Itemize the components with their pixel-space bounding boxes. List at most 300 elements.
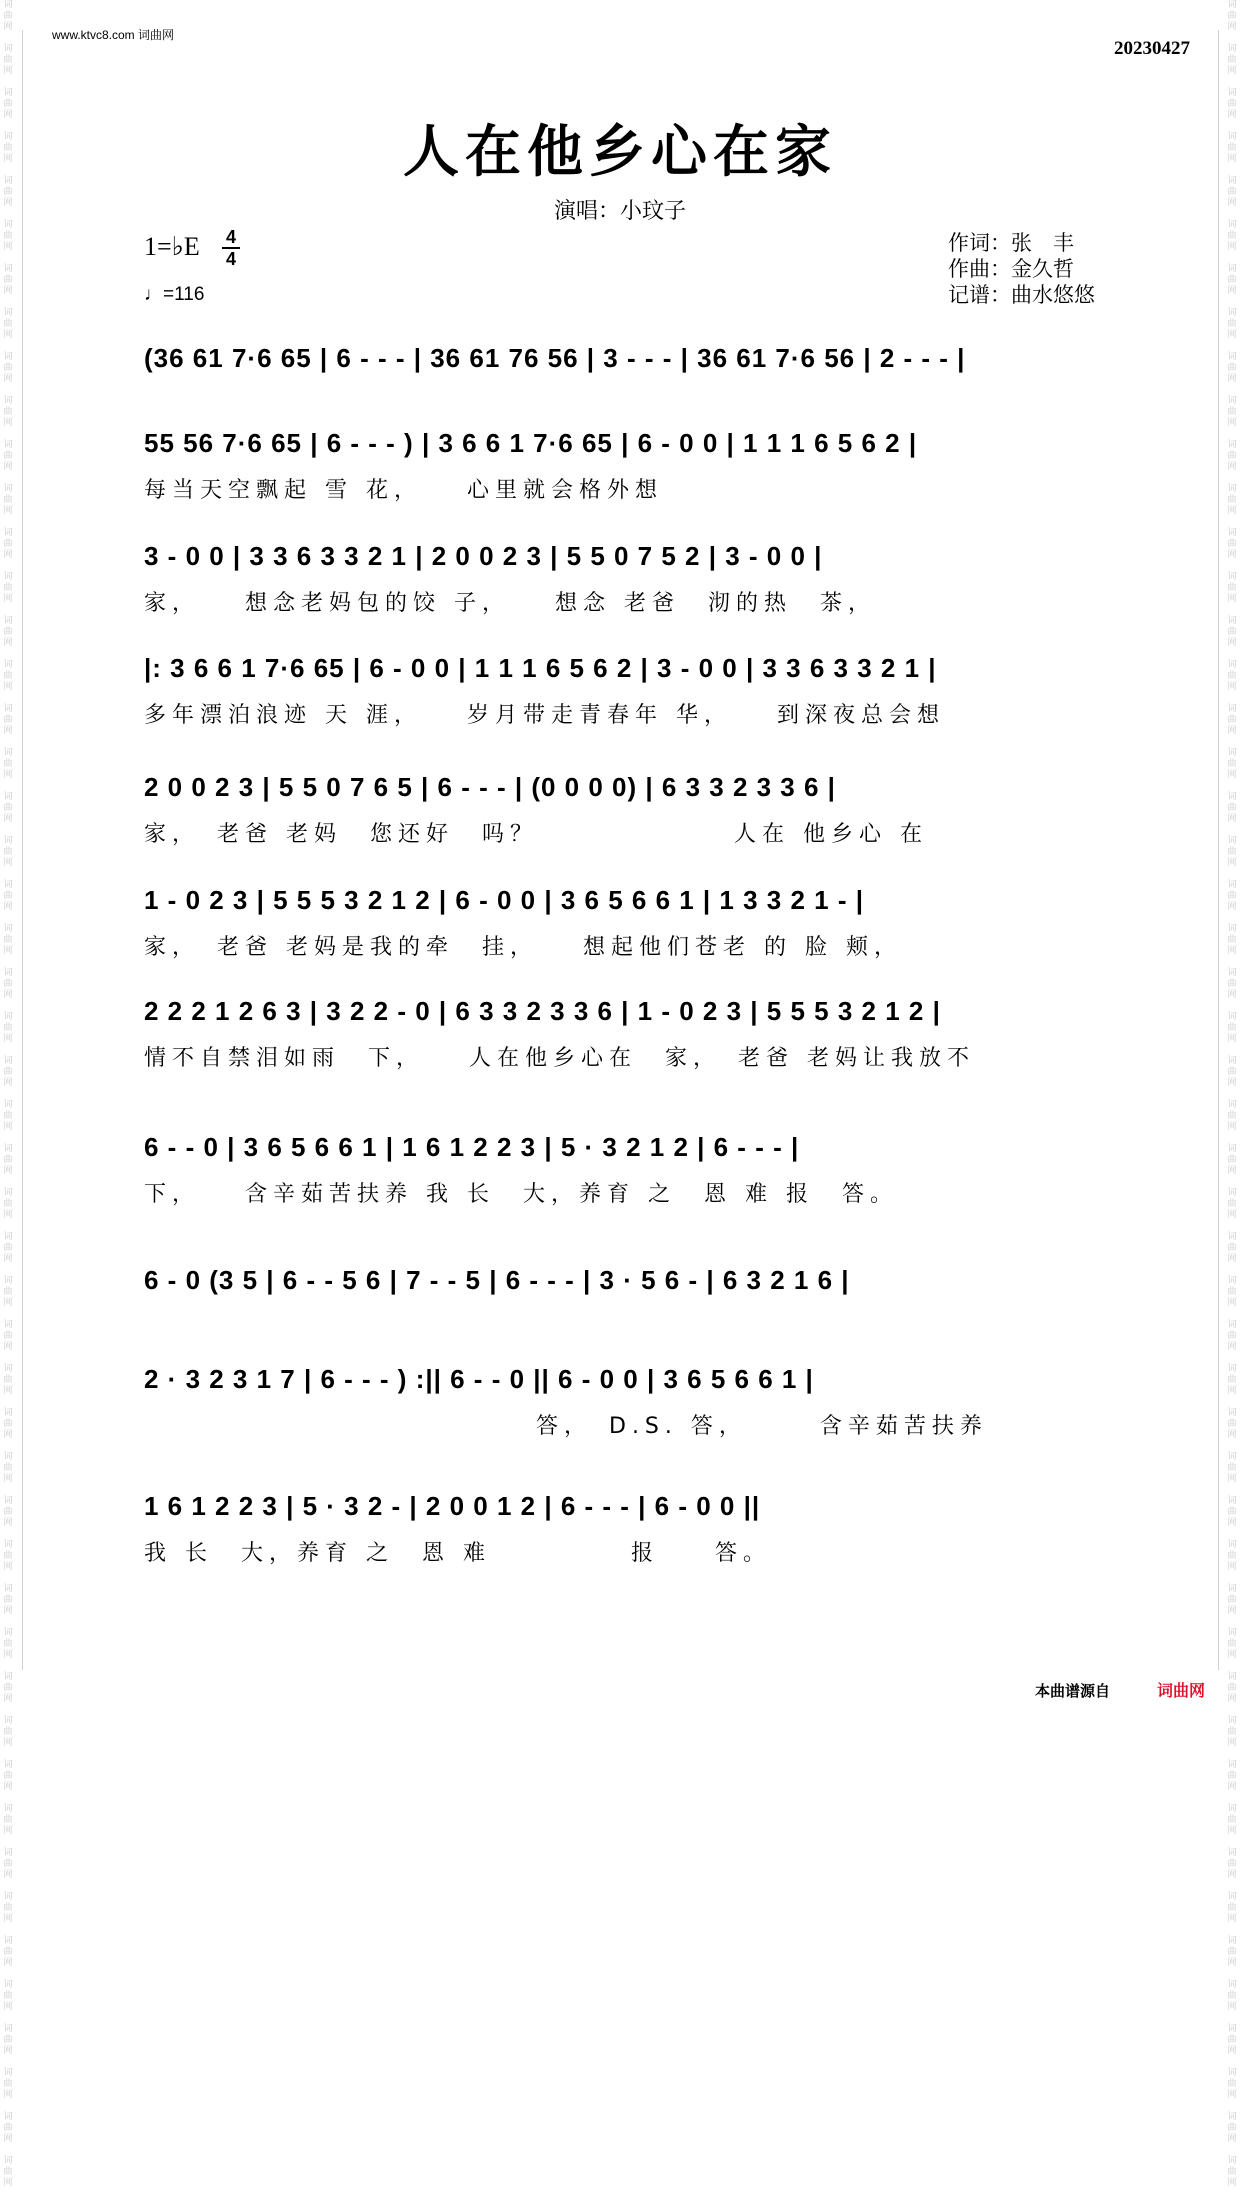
watermark-gap bbox=[0, 605, 16, 616]
watermark-gap bbox=[1224, 429, 1240, 440]
footer-logo[interactable]: 词曲网 bbox=[1156, 1681, 1205, 1700]
watermark-gap bbox=[0, 385, 16, 396]
right-border-line bbox=[1218, 30, 1219, 1670]
watermark-glyph: 曲 bbox=[3, 2123, 13, 2133]
watermark-glyph: 网 bbox=[3, 1298, 13, 1308]
watermark-glyph: 曲 bbox=[3, 231, 13, 241]
watermark-glyph: 词 bbox=[3, 572, 13, 582]
watermark-glyph: 网 bbox=[1227, 858, 1237, 868]
watermark-glyph: 词 bbox=[1227, 1276, 1237, 1286]
watermark-glyph: 网 bbox=[1227, 2178, 1237, 2188]
watermark-glyph: 网 bbox=[3, 1606, 13, 1616]
watermark-gap bbox=[0, 1661, 16, 1672]
watermark-gap bbox=[0, 1969, 16, 1980]
watermark-glyph: 网 bbox=[1227, 2134, 1237, 2144]
watermark-glyph: 曲 bbox=[3, 935, 13, 945]
watermark-glyph: 曲 bbox=[1227, 1683, 1237, 1693]
watermark-glyph: 词 bbox=[3, 2156, 13, 2166]
lyric-line: 家， 想念老妈包的饺 子， 想念 老爸 沏的热 茶， bbox=[144, 591, 876, 616]
notation-line: |: 3 6 6 1 7·6 65 | 6 - 0 0 | 1 1 1 6 5 6 2 | 3 - 0 0 | 3 3 6 3 3 2 1 | bbox=[144, 653, 937, 683]
watermark-glyph: 网 bbox=[3, 858, 13, 868]
watermark-glyph: 词 bbox=[3, 1804, 13, 1814]
watermark-glyph: 网 bbox=[1227, 814, 1237, 824]
watermark-glyph: 曲 bbox=[1227, 1639, 1237, 1649]
watermark-glyph: 网 bbox=[1227, 1342, 1237, 1352]
watermark-glyph: 词 bbox=[1227, 1936, 1237, 1946]
watermark-glyph: 曲 bbox=[3, 1815, 13, 1825]
watermark-glyph: 网 bbox=[1227, 682, 1237, 692]
watermark-gap bbox=[1224, 2101, 1240, 2112]
watermark-gap bbox=[0, 1309, 16, 1320]
watermark-glyph: 网 bbox=[1227, 330, 1237, 340]
watermark-glyph: 曲 bbox=[3, 11, 13, 21]
watermark-glyph: 词 bbox=[3, 1936, 13, 1946]
watermark-glyph: 词 bbox=[3, 440, 13, 450]
watermark-glyph: 网 bbox=[1227, 1210, 1237, 1220]
watermark-gap bbox=[1224, 693, 1240, 704]
watermark-glyph: 曲 bbox=[1227, 407, 1237, 417]
watermark-gap bbox=[0, 1529, 16, 1540]
watermark-gap bbox=[0, 77, 16, 88]
watermark-gap bbox=[0, 1881, 16, 1892]
watermark-gap bbox=[1224, 1837, 1240, 1848]
watermark-glyph: 词 bbox=[1227, 1320, 1237, 1330]
watermark-gap bbox=[0, 341, 16, 352]
watermark-glyph: 网 bbox=[3, 990, 13, 1000]
watermark-glyph: 网 bbox=[3, 682, 13, 692]
watermark-gap bbox=[1224, 781, 1240, 792]
watermark-glyph: 网 bbox=[1227, 2046, 1237, 2056]
watermark-gap bbox=[0, 517, 16, 528]
watermark-glyph: 网 bbox=[3, 1166, 13, 1176]
watermark-glyph: 曲 bbox=[3, 2167, 13, 2177]
watermark-glyph: 词 bbox=[3, 1144, 13, 1154]
watermark-glyph: 词 bbox=[3, 2024, 13, 2034]
watermark-gap bbox=[0, 2189, 16, 2200]
watermark-glyph: 网 bbox=[1227, 1738, 1237, 1748]
watermark-gap bbox=[1224, 1133, 1240, 1144]
watermark-glyph: 词 bbox=[1227, 1012, 1237, 1022]
watermark-glyph: 词 bbox=[1227, 176, 1237, 186]
watermark-glyph: 词 bbox=[1227, 1144, 1237, 1154]
watermark-gap bbox=[1224, 77, 1240, 88]
watermark-gap bbox=[0, 913, 16, 924]
watermark-glyph: 曲 bbox=[1227, 1815, 1237, 1825]
watermark-glyph: 词 bbox=[3, 1584, 13, 1594]
watermark-gap bbox=[0, 2013, 16, 2024]
watermark-gap bbox=[1224, 1265, 1240, 1276]
watermark-glyph: 网 bbox=[1227, 1034, 1237, 1044]
watermark-glyph: 网 bbox=[1227, 418, 1237, 428]
watermark-glyph: 词 bbox=[1227, 396, 1237, 406]
watermark-glyph: 词 bbox=[3, 220, 13, 230]
watermark-glyph: 网 bbox=[3, 22, 13, 32]
watermark-glyph: 词 bbox=[3, 1672, 13, 1682]
watermark-glyph: 曲 bbox=[1227, 1287, 1237, 1297]
watermark-glyph: 曲 bbox=[3, 891, 13, 901]
watermark-glyph: 曲 bbox=[1227, 891, 1237, 901]
watermark-glyph: 网 bbox=[3, 1738, 13, 1748]
watermark-glyph: 词 bbox=[1227, 880, 1237, 890]
watermark-glyph: 词 bbox=[1227, 1672, 1237, 1682]
watermark-glyph: 词 bbox=[3, 660, 13, 670]
watermark-glyph: 曲 bbox=[3, 1903, 13, 1913]
watermark-glyph: 网 bbox=[3, 66, 13, 76]
watermark-glyph: 网 bbox=[1227, 1386, 1237, 1396]
watermark-glyph: 网 bbox=[3, 1826, 13, 1836]
watermark-glyph: 词 bbox=[1227, 88, 1237, 98]
watermark-glyph: 曲 bbox=[1227, 1595, 1237, 1605]
watermark-glyph: 网 bbox=[3, 154, 13, 164]
watermark-gap bbox=[0, 473, 16, 484]
watermark-glyph: 曲 bbox=[3, 671, 13, 681]
watermark-glyph: 词 bbox=[3, 1980, 13, 1990]
notation-line: 1 6 1 2 2 3 | 5 · 3 2 - | 2 0 0 1 2 | 6 - - - | 6 - 0 0 || bbox=[144, 1491, 761, 1521]
watermark-glyph: 曲 bbox=[1227, 1375, 1237, 1385]
watermark-gap bbox=[1224, 1661, 1240, 1672]
watermark-glyph: 词 bbox=[1227, 44, 1237, 54]
watermark-glyph: 曲 bbox=[1227, 1507, 1237, 1517]
watermark-glyph: 词 bbox=[1227, 1804, 1237, 1814]
watermark-glyph: 词 bbox=[1227, 528, 1237, 538]
watermark-glyph: 词 bbox=[1227, 2024, 1237, 2034]
watermark-gap bbox=[1224, 341, 1240, 352]
watermark-glyph: 网 bbox=[1227, 2002, 1237, 2012]
watermark-gap bbox=[1224, 385, 1240, 396]
watermark-glyph: 曲 bbox=[1227, 187, 1237, 197]
watermark-glyph: 曲 bbox=[1227, 671, 1237, 681]
watermark-glyph: 词 bbox=[1227, 220, 1237, 230]
watermark-glyph: 网 bbox=[1227, 1122, 1237, 1132]
meter-bottom: 4 bbox=[225, 249, 236, 269]
watermark-glyph: 词 bbox=[1227, 616, 1237, 626]
watermark-glyph: 网 bbox=[3, 638, 13, 648]
watermark-gap bbox=[0, 1001, 16, 1012]
meter-top: 4 bbox=[225, 227, 236, 247]
watermark-glyph: 词 bbox=[3, 176, 13, 186]
watermark-gap bbox=[0, 33, 16, 44]
watermark-gap bbox=[0, 1573, 16, 1584]
watermark-glyph: 曲 bbox=[3, 2079, 13, 2089]
watermark-glyph: 网 bbox=[1227, 110, 1237, 120]
watermark-glyph: 曲 bbox=[3, 1639, 13, 1649]
notation-line: 6 - - 0 | 3 6 5 6 6 1 | 1 6 1 2 2 3 | 5 · 3 2 1 2 | 6 - - - | bbox=[144, 1132, 800, 1162]
watermark-glyph: 词 bbox=[3, 1232, 13, 1242]
watermark-glyph: 词 bbox=[3, 1760, 13, 1770]
watermark-glyph: 曲 bbox=[3, 1111, 13, 1121]
watermark-glyph: 曲 bbox=[1227, 1771, 1237, 1781]
watermark-glyph: 曲 bbox=[3, 319, 13, 329]
watermark-glyph: 曲 bbox=[3, 1727, 13, 1737]
watermark-glyph: 曲 bbox=[1227, 1023, 1237, 1033]
watermark-glyph: 词 bbox=[3, 1320, 13, 1330]
watermark-gap bbox=[1224, 1969, 1240, 1980]
watermark-glyph: 词 bbox=[1227, 792, 1237, 802]
watermark-glyph: 网 bbox=[3, 1474, 13, 1484]
watermark-gap bbox=[1224, 1617, 1240, 1628]
watermark-gap bbox=[1224, 1221, 1240, 1232]
watermark-glyph: 网 bbox=[1227, 374, 1237, 384]
watermark-glyph: 网 bbox=[1227, 242, 1237, 252]
watermark-glyph: 网 bbox=[3, 1562, 13, 1572]
watermark-glyph: 网 bbox=[3, 594, 13, 604]
watermark-gap bbox=[0, 1353, 16, 1364]
watermark-glyph: 曲 bbox=[3, 1991, 13, 2001]
watermark-glyph: 词 bbox=[3, 264, 13, 274]
watermark-glyph: 网 bbox=[1227, 1078, 1237, 1088]
watermark-glyph: 曲 bbox=[3, 1419, 13, 1429]
watermark-glyph: 网 bbox=[1227, 1166, 1237, 1176]
watermark-gap bbox=[0, 1793, 16, 1804]
watermark-glyph: 词 bbox=[3, 1496, 13, 1506]
lyric-line: 下， 含辛茹苦扶养 我 长 大，养育 之 恩 难 报 答。 bbox=[144, 1182, 898, 1207]
lyric-line: 每当天空飘起 雪 花， 心里就会格外想 bbox=[144, 478, 663, 503]
watermark-glyph: 词 bbox=[3, 44, 13, 54]
watermark-glyph: 网 bbox=[3, 1254, 13, 1264]
watermark-gap bbox=[0, 1133, 16, 1144]
watermark-glyph: 曲 bbox=[1227, 1243, 1237, 1253]
watermark-glyph: 曲 bbox=[1227, 935, 1237, 945]
watermark-glyph: 网 bbox=[3, 1034, 13, 1044]
watermark-glyph: 曲 bbox=[1227, 759, 1237, 769]
watermark-glyph: 曲 bbox=[1227, 1199, 1237, 1209]
watermark-glyph: 曲 bbox=[3, 407, 13, 417]
watermark-glyph: 曲 bbox=[3, 1859, 13, 1869]
watermark-gap bbox=[1224, 2013, 1240, 2024]
watermark-gap bbox=[0, 869, 16, 880]
watermark-gap bbox=[0, 957, 16, 968]
watermark-gap bbox=[1224, 1485, 1240, 1496]
watermark-glyph: 网 bbox=[1227, 286, 1237, 296]
watermark-glyph: 曲 bbox=[1227, 11, 1237, 21]
watermark-glyph: 网 bbox=[3, 418, 13, 428]
composer-credit: 作曲：金久哲 bbox=[948, 257, 1074, 281]
watermark-glyph: 网 bbox=[1227, 1650, 1237, 1660]
watermark-glyph: 网 bbox=[3, 1430, 13, 1440]
song-title: 人在他乡心在家 bbox=[403, 119, 837, 185]
watermark-gap bbox=[1224, 737, 1240, 748]
watermark-glyph: 网 bbox=[1227, 22, 1237, 32]
watermark-glyph: 词 bbox=[1227, 1056, 1237, 1066]
watermark-glyph: 网 bbox=[1227, 506, 1237, 516]
watermark-glyph: 网 bbox=[3, 286, 13, 296]
watermark-glyph: 网 bbox=[3, 1342, 13, 1352]
watermark-glyph: 词 bbox=[3, 132, 13, 142]
score-system bbox=[144, 653, 1099, 729]
watermark-glyph: 曲 bbox=[1227, 1155, 1237, 1165]
watermark-glyph: 网 bbox=[1227, 770, 1237, 780]
watermark-glyph: 词 bbox=[3, 1848, 13, 1858]
watermark-glyph: 词 bbox=[1227, 704, 1237, 714]
watermark-gap bbox=[1224, 253, 1240, 264]
watermark-glyph: 曲 bbox=[1227, 1727, 1237, 1737]
watermark-glyph: 词 bbox=[3, 1276, 13, 1286]
watermark-glyph: 曲 bbox=[3, 715, 13, 725]
watermark-glyph: 网 bbox=[3, 1518, 13, 1528]
watermark-gap bbox=[1224, 1177, 1240, 1188]
watermark-glyph: 词 bbox=[1227, 308, 1237, 318]
notation-line: 3 - 0 0 | 3 3 6 3 3 2 1 | 2 0 0 2 3 | 5 5 0 7 5 2 | 3 - 0 0 | bbox=[144, 541, 823, 571]
watermark-glyph: 曲 bbox=[3, 627, 13, 637]
watermark-glyph: 词 bbox=[1227, 660, 1237, 670]
watermark-gap bbox=[1224, 1001, 1240, 1012]
watermark-glyph: 词 bbox=[3, 616, 13, 626]
watermark-glyph: 网 bbox=[3, 946, 13, 956]
watermark-glyph: 曲 bbox=[3, 1155, 13, 1165]
watermark-glyph: 曲 bbox=[1227, 803, 1237, 813]
watermark-glyph: 词 bbox=[3, 396, 13, 406]
watermark-gap bbox=[1224, 1089, 1240, 1100]
watermark-gap bbox=[0, 1485, 16, 1496]
lyric-line: 多年漂泊浪迹 天 涯， 岁月带走青春年 华， 到深夜总会想 bbox=[144, 703, 945, 728]
watermark-glyph: 曲 bbox=[1227, 1991, 1237, 2001]
watermark-glyph: 曲 bbox=[3, 99, 13, 109]
watermark-glyph: 词 bbox=[1227, 1848, 1237, 1858]
watermark-glyph: 网 bbox=[3, 462, 13, 472]
watermark-glyph: 词 bbox=[1227, 1232, 1237, 1242]
watermark-gap bbox=[0, 781, 16, 792]
watermark-glyph: 曲 bbox=[3, 1947, 13, 1957]
watermark-gap bbox=[1224, 869, 1240, 880]
watermark-glyph: 曲 bbox=[1227, 979, 1237, 989]
watermark-glyph: 网 bbox=[3, 726, 13, 736]
watermark-glyph: 词 bbox=[1227, 2112, 1237, 2122]
watermark-glyph: 曲 bbox=[3, 1287, 13, 1297]
watermark-glyph: 曲 bbox=[1227, 1463, 1237, 1473]
watermark-gap bbox=[1224, 1881, 1240, 1892]
credits bbox=[948, 230, 1095, 308]
watermark-glyph: 曲 bbox=[3, 1375, 13, 1385]
score-system bbox=[144, 1364, 1099, 1440]
watermark-glyph: 网 bbox=[3, 242, 13, 252]
watermark-glyph: 曲 bbox=[3, 803, 13, 813]
watermark-glyph: 网 bbox=[1227, 66, 1237, 76]
watermark-gap bbox=[0, 297, 16, 308]
watermark-glyph: 曲 bbox=[3, 583, 13, 593]
watermark-glyph: 曲 bbox=[3, 187, 13, 197]
watermark-glyph: 词 bbox=[1227, 1980, 1237, 1990]
watermark-glyph: 词 bbox=[1227, 440, 1237, 450]
watermark-gap bbox=[1224, 1573, 1240, 1584]
watermark-glyph: 词 bbox=[1227, 484, 1237, 494]
watermark-glyph: 词 bbox=[1227, 748, 1237, 758]
singer-line: 演唱：小玟子 bbox=[553, 199, 686, 224]
notation-line: (36 61 7·6 65 | 6 - - - | 36 61 76 56 | 3 - - - | 36 61 7·6 56 | 2 - - - | bbox=[144, 343, 966, 373]
watermark-gap bbox=[1224, 2145, 1240, 2156]
watermark-glyph: 曲 bbox=[1227, 2167, 1237, 2177]
watermark-glyph: 网 bbox=[3, 1782, 13, 1792]
watermark-glyph: 词 bbox=[3, 2068, 13, 2078]
watermark-glyph: 网 bbox=[1227, 1782, 1237, 1792]
watermark-gap bbox=[1224, 1529, 1240, 1540]
watermark-glyph: 网 bbox=[3, 770, 13, 780]
lyric-line: 我 长 大，养育 之 恩 难 报 答。 bbox=[144, 1541, 771, 1566]
watermark-glyph: 词 bbox=[1227, 2156, 1237, 2166]
tempo-marking: ♩=116 bbox=[144, 284, 205, 305]
watermark-glyph: 曲 bbox=[1227, 1331, 1237, 1341]
transcriber-credit: 记谱：曲水悠悠 bbox=[948, 283, 1095, 307]
site-url[interactable]: www.ktvc8.com 词曲网 bbox=[52, 28, 175, 42]
score-system bbox=[144, 885, 1099, 961]
watermark-gap bbox=[0, 1837, 16, 1848]
watermark-glyph: 曲 bbox=[1227, 847, 1237, 857]
date-stamp: 20230427 bbox=[1114, 38, 1190, 59]
watermark-glyph: 词 bbox=[3, 924, 13, 934]
watermark-glyph: 词 bbox=[1227, 1760, 1237, 1770]
watermark-glyph: 网 bbox=[1227, 2090, 1237, 2100]
watermark-glyph: 曲 bbox=[1227, 715, 1237, 725]
watermark-gap bbox=[1224, 1309, 1240, 1320]
watermark-gap bbox=[1224, 913, 1240, 924]
watermark-glyph: 网 bbox=[1227, 1826, 1237, 1836]
watermark-glyph: 曲 bbox=[3, 979, 13, 989]
watermark-glyph: 曲 bbox=[1227, 495, 1237, 505]
watermark-glyph: 曲 bbox=[1227, 319, 1237, 329]
watermark-gap bbox=[1224, 33, 1240, 44]
score-system bbox=[144, 428, 1099, 504]
watermark-gap bbox=[0, 649, 16, 660]
right-watermark-strip bbox=[1224, 0, 1240, 2188]
watermark-glyph: 词 bbox=[1227, 352, 1237, 362]
watermark-glyph: 网 bbox=[3, 902, 13, 912]
watermark-gap bbox=[1224, 473, 1240, 484]
watermark-glyph: 曲 bbox=[3, 1199, 13, 1209]
watermark-glyph: 网 bbox=[3, 2090, 13, 2100]
watermark-gap bbox=[1224, 517, 1240, 528]
watermark-glyph: 网 bbox=[3, 814, 13, 824]
watermark-gap bbox=[1224, 1925, 1240, 1936]
watermark-glyph: 词 bbox=[1227, 2068, 1237, 2078]
watermark-gap bbox=[0, 1045, 16, 1056]
watermark-glyph: 曲 bbox=[3, 451, 13, 461]
watermark-glyph: 曲 bbox=[3, 1331, 13, 1341]
lyricist-credit: 作词：张 丰 bbox=[948, 231, 1074, 255]
watermark-glyph: 网 bbox=[3, 374, 13, 384]
watermark-glyph: 网 bbox=[1227, 902, 1237, 912]
watermark-gap bbox=[1224, 297, 1240, 308]
watermark-glyph: 曲 bbox=[3, 143, 13, 153]
watermark-gap bbox=[0, 429, 16, 440]
watermark-gap bbox=[0, 1749, 16, 1760]
watermark-glyph: 网 bbox=[3, 1958, 13, 1968]
watermark-glyph: 曲 bbox=[1227, 2079, 1237, 2089]
watermark-gap bbox=[0, 1089, 16, 1100]
watermark-glyph: 词 bbox=[1227, 572, 1237, 582]
watermark-gap bbox=[0, 1925, 16, 1936]
watermark-glyph: 曲 bbox=[3, 275, 13, 285]
watermark-glyph: 曲 bbox=[1227, 1903, 1237, 1913]
watermark-glyph: 网 bbox=[3, 198, 13, 208]
watermark-glyph: 词 bbox=[3, 308, 13, 318]
watermark-glyph: 词 bbox=[3, 968, 13, 978]
watermark-glyph: 曲 bbox=[3, 55, 13, 65]
watermark-glyph: 词 bbox=[3, 528, 13, 538]
watermark-glyph: 曲 bbox=[3, 1243, 13, 1253]
watermark-gap bbox=[0, 2101, 16, 2112]
watermark-glyph: 词 bbox=[1227, 132, 1237, 142]
watermark-glyph: 网 bbox=[1227, 1474, 1237, 1484]
watermark-glyph: 网 bbox=[1227, 1914, 1237, 1924]
watermark-glyph: 网 bbox=[3, 1122, 13, 1132]
lyric-line: 情不自禁泪如雨 下， 人在他乡心在 家， 老爸 老妈让我放不 bbox=[144, 1046, 975, 1071]
watermark-glyph: 曲 bbox=[1227, 1859, 1237, 1869]
watermark-glyph: 曲 bbox=[3, 1067, 13, 1077]
watermark-gap bbox=[0, 1265, 16, 1276]
watermark-gap bbox=[1224, 561, 1240, 572]
watermark-glyph: 曲 bbox=[1227, 1551, 1237, 1561]
watermark-gap bbox=[0, 1397, 16, 1408]
watermark-glyph: 曲 bbox=[3, 759, 13, 769]
